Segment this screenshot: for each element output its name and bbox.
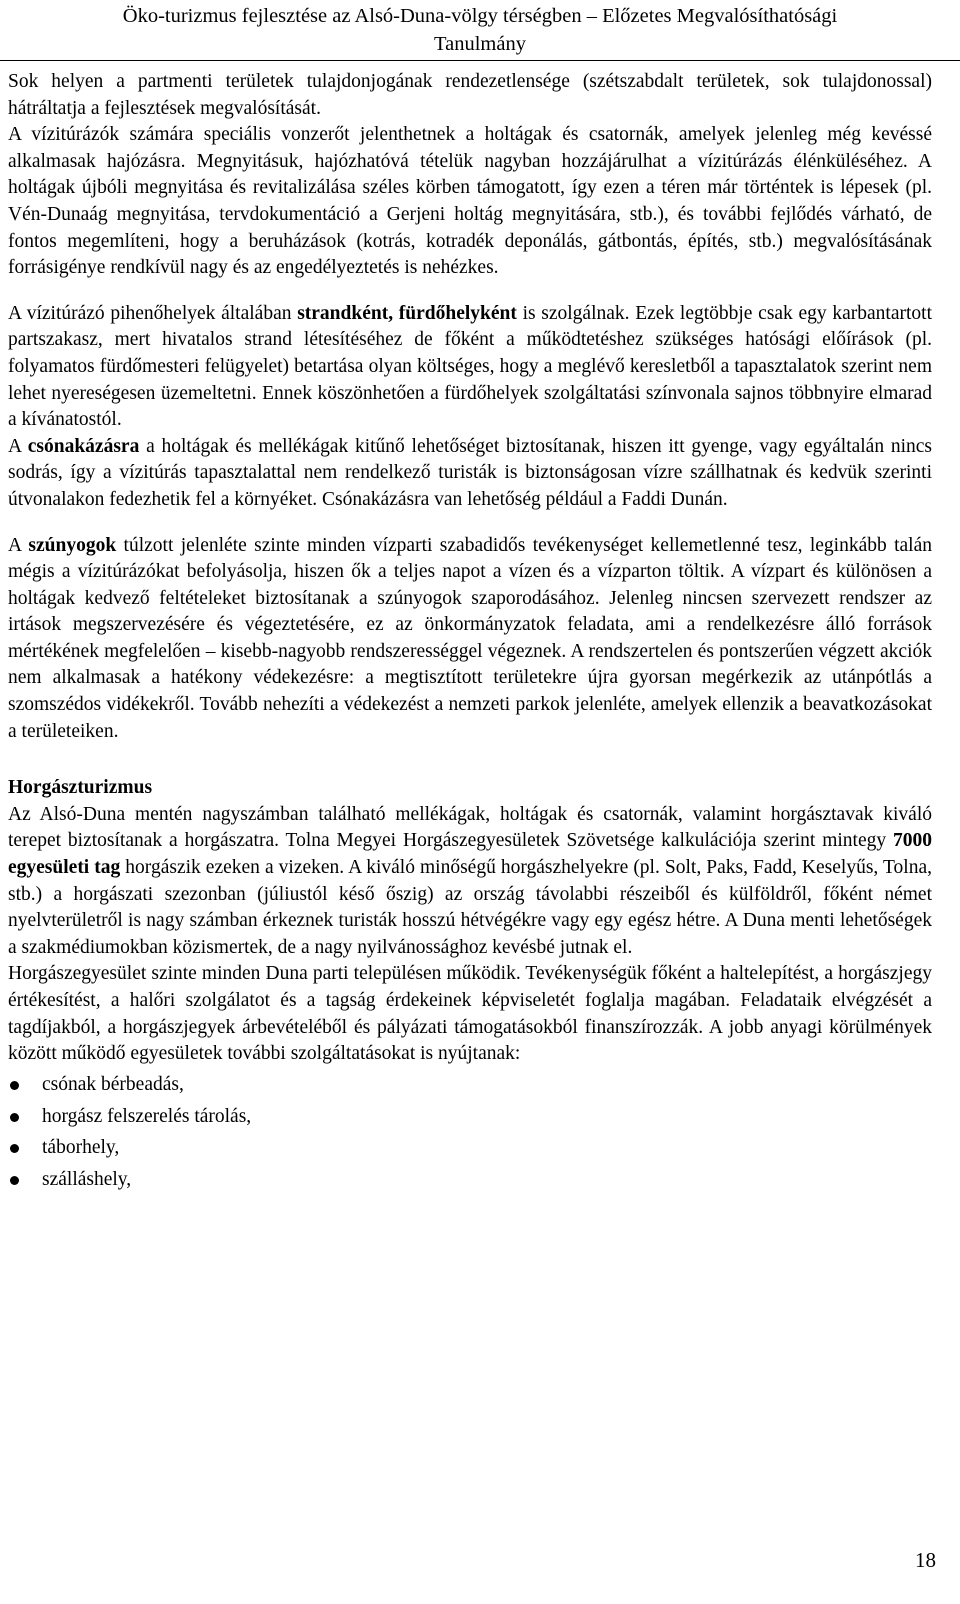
section-heading: Horgászturizmus bbox=[8, 777, 153, 799]
page-number: 18 bbox=[915, 1548, 936, 1572]
emphasis-mosquitoes: szúnyogok bbox=[28, 534, 117, 556]
emphasis-boating: csónakázásra bbox=[27, 435, 140, 457]
emphasis-members: 7000 egyesületi tag bbox=[8, 830, 932, 879]
services-list bbox=[8, 1070, 932, 1197]
bullet-icon bbox=[10, 1081, 19, 1090]
emphasis-beach: strandként, fürdőhelyként bbox=[297, 302, 517, 324]
header-title-line-2: Tanulmány bbox=[434, 33, 526, 55]
paragraph-oxbow-lakes: A vízitúrázók számára speciális vonzerőt jelenthetnek a holtágak és csatornák, amelyek jelenleg még kevéssé alkalmasak hajózásra. Megnyitásuk, hajózhatóvá tételük nagyban hozzájárulhat a vízitúrázás élénküléséhez. A holtágak újbóli megnyitása és revitalizálása széles körben támogatott, így ezen a téren már történtek is lépesek (pl. Vén-Dunaág megnyitása, tervdokumentáció a Gerjeni holtág megnyitására, stb.), és további fejlődés várható, de fontos megemlíteni, hogy a beruházások (kotrás, kotradék deponálás, gátbontás, építés, stb.) megvalósításának forrásigénye rendkívül nagy és az engedélyeztetés is nehézkes. bbox=[8, 124, 932, 279]
paragraph-fishing: Az Alsó-Duna mentén nagyszámban található mellékágak, holtágak és csatornák, valamint horgásztavak kiváló terepet biztosítanak a horgászatra. Tolna Megyei Horgászegyesületek Szövetsége kalkulációja szerint mintegy 7000 egyesületi tag horgászik ezeken a vizeken. A kiváló minőségű horgászhelyekre (pl. Solt, Paks, Fadd, Keselyűs, Tolna, stb.) a horgászati szezonban (júliustól késő őszig) az ország távolabbi részeiből és külföldről, főként német nyelvterületről is nagy számban érkeznek turisták hosszú hétvégékre vagy egy egész hétre. A Duna menti lehetőségek a szakmédiumokban közismertek, de a nagy nyilvánossághoz kevésbé jutnak el. bbox=[8, 803, 932, 958]
list-item: horgász felszerelés tárolás, bbox=[8, 1102, 932, 1134]
paragraph-boating: A csónakázásra a holtágak és mellékágak kitűnő lehetőséget biztosítanak, hiszen itt gyenge, vagy egyáltalán nincs sodrás, így a vízitúrás tapasztalattal nem rendelkező turisták is biztonságosan vízre szállhatnak és kedvük szerinti útvonalakon fedezhetik fel a környéket. Csónakázásra van lehetőség például a Faddi Dunán. bbox=[8, 435, 932, 510]
paragraph-ownership: Sok helyen a partmenti területek tulajdonjogának rendezetlensége (szétszabdalt területek, sok tulajdonossal) hátráltatja a fejlesztések megvalósítását. bbox=[8, 71, 932, 119]
page-header bbox=[0, 2, 960, 61]
list-item: csónak bérbeadás, bbox=[8, 1070, 932, 1102]
paragraph-rest-areas: A vízitúrázó pihenőhelyek általában strandként, fürdőhelyként is szolgálnak. Ezek legtöbbje csak egy karbantartott partszakasz, mert hivatalos strand létesítéséhez de főként a működtetéshez szükséges hatósági előírások (pl. folyamatos fürdőmesteri felügyelet) betartása olyan költséges, hogy a meglévő keresletből a tapasztalatok szerint nem lehet nyereségesen üzemeltetni. Ennek köszönhetően a fürdőhelyek szolgáltatási színvonala sajnos többnyire elmarad a kívánatostól. bbox=[8, 302, 932, 431]
list-item: szálláshely, bbox=[8, 1165, 932, 1197]
document-body bbox=[8, 69, 932, 1197]
paragraph-mosquitoes: A szúnyogok túlzott jelenléte szinte minden vízparti szabadidős tevékenységet kellemetlenné tesz, leginkább talán mégis a vízitúrázókat befolyásolja, hiszen ők a teljes napot a vízen és a vízparton töltik. A vízpart és különösen a holtágak kedvező feltételeket biztosítanak a szúnyogok szaporodásához. Jelenleg nincsen szervezett rendszer az irtások megszervezésére és végeztetésére, ez az önkormányzatok feladata, ami a rendelkezésre álló források mértékének megfelelően – kisebb-nagyobb rendszerességgel végeznek. A rendszertelen és pontszerűen végzett akciók nem alkalmasak a hatékony védekezésre: a megtisztított területekre újra gyorsan megérkezik az utánpótlás a szomszédos vidékekről. Tovább nehezíti a védekezést a nemzeti parkok jelenléte, amelyek ellenzik a beavatkozásokat a területeiken. bbox=[8, 534, 932, 742]
header-title-line-1: Öko-turizmus fejlesztése az Alsó-Duna-völgy térségben – Előzetes Megvalósíthatósági bbox=[122, 5, 838, 27]
bullet-icon bbox=[10, 1144, 19, 1153]
bullet-icon bbox=[10, 1113, 19, 1122]
list-item: táborhely, bbox=[8, 1133, 932, 1165]
paragraph-associations: Horgászegyesület szinte minden Duna parti településen működik. Tevékenységük főként a haltelepítést, a horgászjegy értékesítést, a halőri szolgálatot és a tagság érdekeinek képviseletét foglalja magában. Feladataik elvégzését a tagdíjakból, a horgászjegyek árbevételéből és pályázati támogatásokból finanszírozzák. A jobb anyagi körülmények között működő egyesületek további szolgáltatásokat is nyújtanak: bbox=[8, 963, 932, 1065]
bullet-icon bbox=[10, 1176, 19, 1185]
